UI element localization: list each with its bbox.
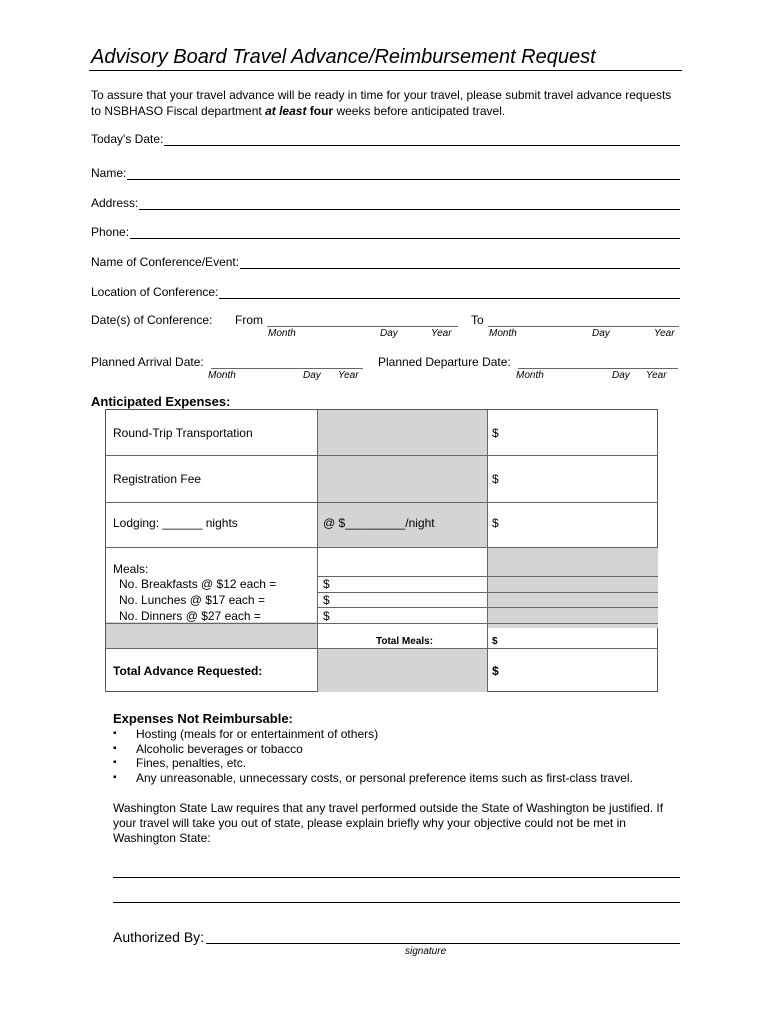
not-reimbursable-heading: Expenses Not Reimbursable: xyxy=(113,711,293,726)
registration-label: Registration Fee xyxy=(113,472,202,486)
from-year-caption: Year xyxy=(431,328,452,339)
conference-dates-label: Date(s) of Conference: xyxy=(91,313,213,327)
lodging-amount[interactable]: $ xyxy=(492,516,499,530)
signature-caption: signature xyxy=(405,946,447,957)
expenses-table xyxy=(105,409,658,692)
phone-input[interactable] xyxy=(130,226,680,239)
todays-date-input[interactable] xyxy=(164,133,680,146)
intro-part1: To assure that your travel advance will be ready in time for your travel, please submit travel advance requests to NSBHASO Fiscal department xyxy=(91,88,672,118)
arrival-label: Planned Arrival Date: xyxy=(91,355,204,369)
name-field xyxy=(91,166,680,180)
shade-meals-bottom-left xyxy=(106,622,318,648)
shade-meals-right xyxy=(488,547,658,628)
departure-year-caption: Year xyxy=(646,370,667,381)
conference-location-label: Location of Conference: xyxy=(91,285,219,299)
intro-part2: weeks before anticipated travel. xyxy=(333,104,506,118)
conference-from-input[interactable] xyxy=(267,326,458,327)
from-day-caption: Day xyxy=(380,328,398,339)
lunches-label: No. Lunches @ $17 each = xyxy=(119,593,265,607)
justification-line-1[interactable] xyxy=(113,877,680,878)
list-item: ▪ Hosting (meals for or entertainment of others) xyxy=(113,727,633,742)
meals-label: Meals: xyxy=(113,562,149,576)
intro-emph-bold: four xyxy=(306,104,334,118)
todays-date-field xyxy=(91,132,680,146)
phone-field xyxy=(91,225,680,239)
address-field xyxy=(91,196,680,210)
dinners-label: No. Dinners @ $27 each = xyxy=(119,609,261,623)
to-month-caption: Month xyxy=(489,328,517,339)
name-label: Name: xyxy=(91,166,127,180)
conference-location-field xyxy=(91,285,680,299)
registration-amount[interactable]: $ xyxy=(492,472,499,486)
breakfasts-amount[interactable]: $ xyxy=(323,577,330,591)
shade-total-middle xyxy=(318,648,488,692)
address-input[interactable] xyxy=(139,197,680,210)
law-text: Washington State Law requires that any travel performed outside the State of Washington be justified. If your travel will take you out of state, please explain briefly why your objective could not be met in Washington State: xyxy=(113,801,664,845)
list-item: ▪ Alcoholic beverages or tobacco xyxy=(113,742,633,757)
conference-from-label: From xyxy=(235,313,263,327)
page-title: Advisory Board Travel Advance/Reimbursement Request xyxy=(91,46,596,68)
lodging-label[interactable]: Lodging: ______ nights xyxy=(113,516,238,530)
intro-emph-italic: at least xyxy=(265,104,307,118)
signature-input[interactable] xyxy=(206,943,680,944)
departure-day-caption: Day xyxy=(612,370,630,381)
conference-location-input[interactable] xyxy=(219,286,680,299)
arrival-month-caption: Month xyxy=(208,370,236,381)
total-advance-label: Total Advance Requested: xyxy=(113,664,263,678)
arrival-day-caption: Day xyxy=(303,370,321,381)
lodging-rate[interactable]: @ $_________/night xyxy=(323,516,435,530)
title-rule xyxy=(89,70,682,71)
from-month-caption: Month xyxy=(268,328,296,339)
total-meals-amount[interactable]: $ xyxy=(492,636,498,647)
address-label: Address: xyxy=(91,196,139,210)
name-input[interactable] xyxy=(127,167,680,180)
total-meals-label: Total Meals: xyxy=(376,636,434,647)
lunches-amount[interactable]: $ xyxy=(323,593,330,607)
arrival-year-caption: Year xyxy=(338,370,359,381)
conference-name-input[interactable] xyxy=(240,256,680,269)
conference-name-field xyxy=(91,255,680,269)
conference-name-label: Name of Conference/Event: xyxy=(91,255,240,269)
list-item: ▪ Any unreasonable, unnecessary costs, or personal preference items such as first-class travel. xyxy=(113,771,633,786)
todays-date-label: Today's Date: xyxy=(91,132,164,146)
justification-line-2[interactable] xyxy=(113,902,680,903)
departure-date-input[interactable] xyxy=(518,368,678,369)
list-item: ▪ Fines, penalties, etc. xyxy=(113,756,633,771)
intro-text xyxy=(91,87,681,119)
dinners-amount[interactable]: $ xyxy=(323,609,330,623)
departure-label: Planned Departure Date: xyxy=(378,355,511,369)
total-advance-amount[interactable]: $ xyxy=(492,664,499,678)
authorized-label: Authorized By: xyxy=(113,929,205,945)
breakfasts-label: No. Breakfasts @ $12 each = xyxy=(119,577,277,591)
to-day-caption: Day xyxy=(592,328,610,339)
to-year-caption: Year xyxy=(654,328,675,339)
conference-to-input[interactable] xyxy=(488,326,679,327)
transport-amount[interactable]: $ xyxy=(492,426,499,440)
transport-label: Round-Trip Transportation xyxy=(113,426,253,440)
expenses-heading: Anticipated Expenses: xyxy=(91,394,231,409)
phone-label: Phone: xyxy=(91,225,130,239)
arrival-date-input[interactable] xyxy=(211,368,363,369)
not-reimbursable-list xyxy=(113,727,633,785)
departure-month-caption: Month xyxy=(516,370,544,381)
conference-to-label: To xyxy=(471,313,484,327)
